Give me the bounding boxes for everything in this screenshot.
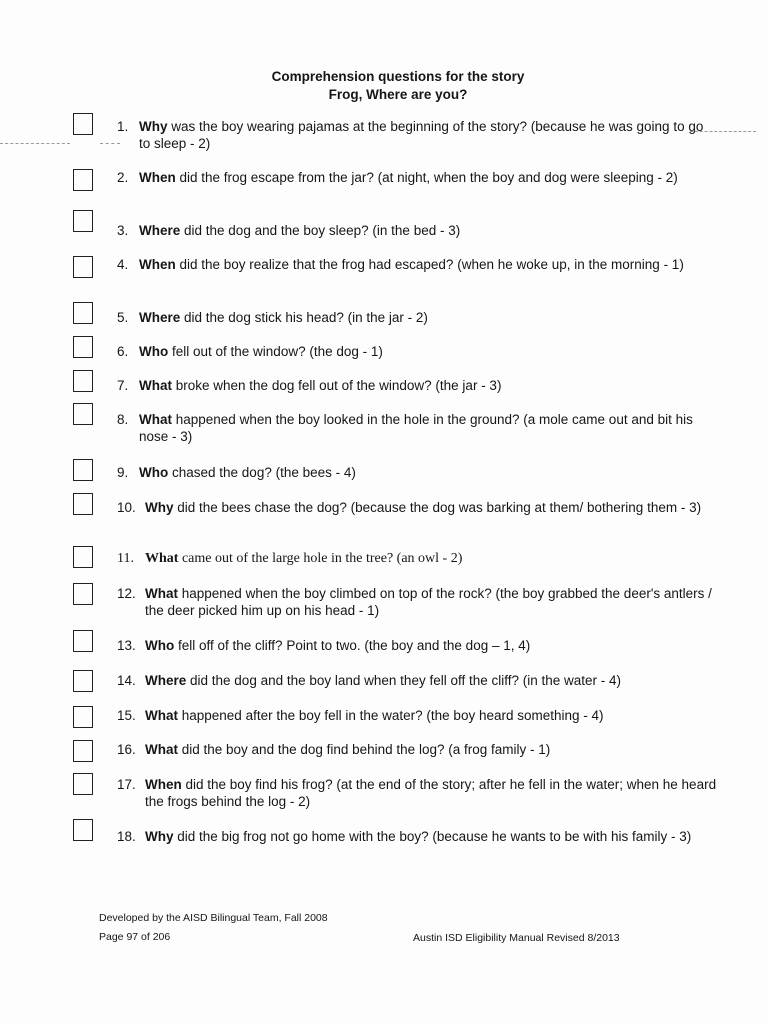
title-line-1: Comprehension questions for the story: [271, 69, 525, 84]
question-text: happened when the boy climbed on top of the rock? (the boy grabbed the deer's antlers / the deer picked him up on his head - 1): [145, 586, 712, 618]
question-7: [117, 377, 717, 394]
question-11-checkbox[interactable]: [73, 546, 93, 568]
question-keyword: Why: [145, 829, 174, 844]
question-16-checkbox[interactable]: [73, 740, 93, 762]
question-text: fell out of the window? (the dog - 1): [168, 344, 383, 359]
question-text: did the big frog not go home with the boy? (because he wants to be with his family - 3): [173, 829, 692, 844]
question-number: 3.: [117, 223, 129, 238]
question-number: 18.: [117, 829, 136, 844]
question-9-checkbox[interactable]: [73, 459, 93, 481]
question-16: [117, 741, 717, 758]
question-text: did the dog and the boy sleep? (in the bed - 3): [180, 223, 461, 238]
question-6-checkbox[interactable]: [73, 336, 93, 358]
footer-manual-revision: Austin ISD Eligibility Manual Revised 8/2013: [413, 932, 620, 944]
question-3: [117, 222, 717, 239]
question-keyword: Who: [139, 344, 169, 359]
question-4: [117, 256, 717, 273]
question-text: did the boy and the dog find behind the log? (a frog family - 1): [178, 742, 551, 757]
question-10-checkbox[interactable]: [73, 493, 93, 515]
question-9: [117, 464, 717, 481]
question-1-checkbox[interactable]: [73, 113, 93, 135]
question-keyword: What: [139, 412, 172, 427]
question-7-checkbox[interactable]: [73, 370, 93, 392]
question-keyword: Who: [145, 638, 175, 653]
question-2-checkbox[interactable]: [73, 169, 93, 191]
question-text: did the frog escape from the jar? (at night, when the boy and dog were sleeping - 2): [175, 170, 678, 185]
question-keyword: Why: [145, 500, 174, 515]
question-number: 4.: [117, 257, 129, 272]
question-keyword: When: [139, 257, 176, 272]
question-number: 1.: [117, 119, 129, 134]
question-keyword: What: [145, 551, 179, 566]
question-number: 10.: [117, 500, 136, 515]
question-text: fell off of the cliff? Point to two. (the boy and the dog – 1, 4): [174, 638, 531, 653]
question-11: [117, 550, 717, 567]
question-keyword: Where: [145, 673, 187, 688]
question-2: [117, 169, 717, 186]
question-number: 6.: [117, 344, 129, 359]
question-number: 15.: [117, 708, 136, 723]
question-keyword: When: [145, 777, 182, 792]
question-number: 17.: [117, 777, 136, 792]
question-keyword: Who: [139, 465, 169, 480]
question-number: 12.: [117, 586, 136, 601]
question-number: 13.: [117, 638, 136, 653]
question-keyword: Where: [139, 223, 181, 238]
question-text: happened after the boy fell in the water? (the boy heard something - 4): [178, 708, 604, 723]
question-keyword: What: [145, 708, 178, 723]
question-8-checkbox[interactable]: [73, 403, 93, 425]
question-13: [117, 637, 717, 654]
question-12-checkbox[interactable]: [73, 583, 93, 605]
question-4-checkbox[interactable]: [73, 256, 93, 278]
question-14-checkbox[interactable]: [73, 670, 93, 692]
question-text: chased the dog? (the bees - 4): [168, 465, 356, 480]
question-text: did the boy realize that the frog had escaped? (when he woke up, in the morning - 1): [175, 257, 684, 272]
question-keyword: What: [145, 586, 178, 601]
question-keyword: Where: [139, 310, 181, 325]
question-keyword: When: [139, 170, 176, 185]
question-17: [117, 776, 717, 810]
question-number: 2.: [117, 170, 129, 185]
footer-developed-by: Developed by the AISD Bilingual Team, Fall 2008: [99, 912, 328, 924]
footer-page-number: Page 97 of 206: [99, 931, 171, 943]
question-text: came out of the large hole in the tree? (an owl - 2): [178, 551, 463, 566]
question-text: was the boy wearing pajamas at the beginning of the story? (because he was going to go to sleep - 2): [139, 119, 704, 151]
question-8: [117, 411, 717, 445]
question-6: [117, 343, 717, 360]
question-5: [117, 309, 717, 326]
question-3-checkbox[interactable]: [73, 210, 93, 232]
question-15-checkbox[interactable]: [73, 706, 93, 728]
question-text: broke when the dog fell out of the window? (the jar - 3): [172, 378, 502, 393]
question-17-checkbox[interactable]: [73, 773, 93, 795]
question-1: [117, 118, 717, 152]
question-13-checkbox[interactable]: [73, 630, 93, 652]
question-keyword: What: [139, 378, 172, 393]
question-18: [117, 828, 717, 845]
question-number: 9.: [117, 465, 129, 480]
question-10: [117, 499, 717, 516]
question-keyword: What: [145, 742, 178, 757]
question-text: did the dog stick his head? (in the jar - 2): [180, 310, 428, 325]
question-number: 8.: [117, 412, 129, 427]
question-number: 16.: [117, 742, 136, 757]
question-14: [117, 672, 717, 689]
page-title: [0, 68, 768, 104]
question-text: happened when the boy looked in the hole in the ground? (a mole came out and bit his nose - 3): [139, 412, 693, 444]
question-15: [117, 707, 717, 724]
question-number: 14.: [117, 673, 136, 688]
question-number: 11.: [117, 551, 134, 566]
title-line-2: Frog, Where are you?: [328, 87, 468, 102]
question-18-checkbox[interactable]: [73, 819, 93, 841]
question-keyword: Why: [139, 119, 168, 134]
question-number: 7.: [117, 378, 129, 393]
question-text: did the bees chase the dog? (because the dog was barking at them/ bothering them - 3): [173, 500, 702, 515]
question-text: did the boy find his frog? (at the end of the story; after he fell in the water; when he heard the frogs behind the log - 2): [145, 777, 717, 809]
question-12: [117, 585, 717, 619]
scan-line: [0, 143, 70, 144]
question-5-checkbox[interactable]: [73, 302, 93, 324]
question-text: did the dog and the boy land when they fell off the cliff? (in the water - 4): [186, 673, 622, 688]
question-number: 5.: [117, 310, 129, 325]
